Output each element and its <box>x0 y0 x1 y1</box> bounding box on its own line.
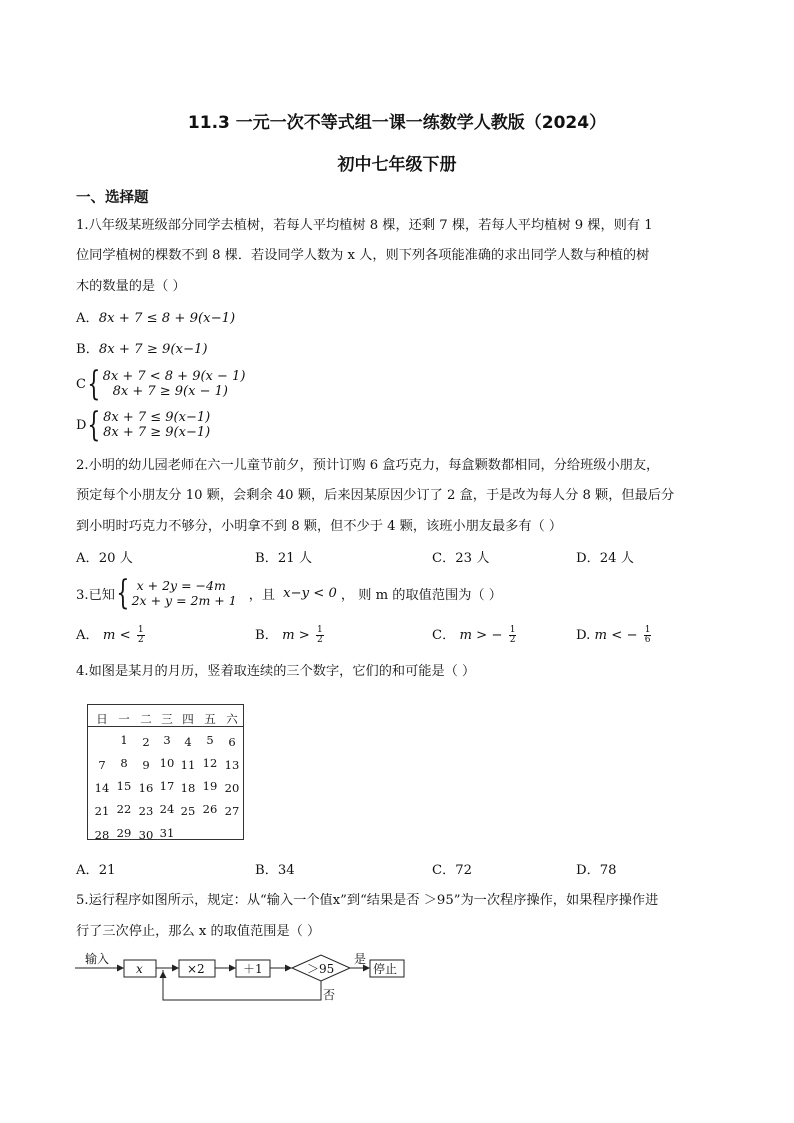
q1-option-c-system <box>103 369 246 399</box>
brace-icon: { <box>116 573 130 613</box>
calendar-day: 13 <box>224 758 240 772</box>
q1-option-a-label: A． <box>76 311 99 326</box>
q2-text-line3: 到小明时巧克力不够分，小明拿不到 8 颗，但不少于 4 颗，该班小朋友最多有（ ） <box>76 519 563 534</box>
brace-icon: { <box>87 364 101 404</box>
q3-option-a <box>76 626 145 646</box>
fraction-numerator: 1 <box>317 625 323 635</box>
calendar-day: 8 <box>120 756 128 770</box>
calendar-day: 30 <box>138 828 154 842</box>
calendar-day: 26 <box>202 802 218 816</box>
calendar-day: 7 <box>98 758 106 772</box>
q1-text-line2: 位同学植树的棵数不到 8 棵．若设同学人数为 x 人，则下列各项能准确的求出同学人数与种植的树 <box>76 248 650 263</box>
q1-option-c-row2: 8x + 7 ≥ 9(x − 1) <box>112 384 228 399</box>
fraction-denominator: 2 <box>509 635 516 645</box>
q3-system-row1: x + 2y = −4m <box>136 578 226 593</box>
calendar-weekday: 二 <box>140 712 152 726</box>
calendar-day: 24 <box>159 802 175 816</box>
flow-cond-label: ＞95 <box>307 962 335 976</box>
q3-prefix: 3.已知 <box>76 587 115 603</box>
q1-option-c <box>76 364 246 404</box>
fraction <box>137 626 145 645</box>
fraction-numerator: 1 <box>509 625 516 635</box>
calendar-day: 11 <box>180 758 196 772</box>
q3-stem <box>76 573 502 613</box>
q3-option-c <box>432 626 516 646</box>
q1-option-d-row1: 8x + 7 ≤ 9(x−1) <box>103 410 211 425</box>
calendar-day: 20 <box>224 781 240 795</box>
fraction <box>644 626 652 645</box>
fraction-numerator: 1 <box>644 625 651 635</box>
q3-option-b <box>255 626 324 646</box>
calendar-day: 29 <box>116 826 132 840</box>
calendar-day: 18 <box>180 781 196 795</box>
calendar-day: 31 <box>159 826 175 840</box>
q1-option-b-label: B． <box>76 342 99 357</box>
flow-plus1-label: ＋1 <box>243 962 263 976</box>
fraction-denominator: 2 <box>137 635 144 645</box>
q1-option-d-label: D <box>76 417 87 433</box>
calendar-weekday: 一 <box>118 712 130 726</box>
calendar-day: 15 <box>116 779 132 793</box>
flow-times2-label: ×2 <box>187 962 205 976</box>
q1-option-c-label: C <box>76 376 86 392</box>
q3-option-d-math: m < − <box>594 628 638 643</box>
flow-no-label: 否 <box>323 988 336 1002</box>
q3-condition: x−y < 0 <box>283 585 337 601</box>
calendar-day: 9 <box>142 758 150 772</box>
q2-text-line2: 预定每个小朋友分 10 颗，会剩余 40 颗，后来因某原因少订了 2 盒，于是改为每人分 8 颗，但最后分 <box>76 488 675 503</box>
q1-option-b <box>76 340 208 360</box>
fraction-numerator: 1 <box>137 625 144 635</box>
q3-option-b-math: m > <box>282 628 310 643</box>
calendar-day: 23 <box>138 804 154 818</box>
q2-option-c: C．23 人 <box>432 551 490 566</box>
calendar-day: 25 <box>180 804 196 818</box>
fraction <box>509 626 517 645</box>
calendar-weekday: 四 <box>182 712 194 726</box>
fraction <box>316 626 324 645</box>
q1-option-d-row2: 8x + 7 ≥ 9(x−1) <box>103 425 211 440</box>
q1-option-a <box>76 309 235 329</box>
q2-option-a: A．20 人 <box>76 551 133 566</box>
q2-text-line1: 2.小明的幼儿园老师在六一儿童节前夕，预计订购 6 盒巧克力，每盒颗数都相同，分给班级小朋友， <box>76 458 660 473</box>
q3-option-c-label: C． <box>432 628 456 643</box>
q1-option-c-row1: 8x + 7 < 8 + 9(x − 1) <box>102 369 246 384</box>
calendar-day: 12 <box>202 756 218 770</box>
calendar-day: 5 <box>206 733 214 747</box>
q4-option-a: A．21 <box>76 863 116 878</box>
calendar-day: 22 <box>116 802 132 816</box>
q2-option-d: D．24 人 <box>576 551 634 566</box>
calendar-day: 19 <box>202 779 218 793</box>
calendar-day: 6 <box>228 735 236 749</box>
calendar-day: 2 <box>142 735 150 749</box>
flow-stop-label: 停止 <box>373 962 398 976</box>
calendar-day: 16 <box>138 781 154 795</box>
calendar-weekday: 三 <box>161 712 173 726</box>
q3-mid: ，且 <box>248 587 276 603</box>
flow-yes-label: 是 <box>354 952 367 966</box>
calendar-day: 1 <box>120 733 128 747</box>
q3-option-a-label: A． <box>76 628 99 643</box>
q5-text-line2: 行了三次停止，那么 x 的取值范围是（ ） <box>76 924 321 939</box>
calendar-day: 14 <box>94 781 110 795</box>
q1-option-a-math: 8x + 7 ≤ 8 + 9(x−1) <box>98 311 236 326</box>
fraction-denominator: 2 <box>317 635 323 645</box>
calendar-day: 4 <box>184 735 192 749</box>
calendar-day: 27 <box>224 804 240 818</box>
q4-option-d: D．78 <box>576 863 617 878</box>
calendar-weekday: 五 <box>204 712 216 726</box>
q4-option-b: B．34 <box>255 863 295 878</box>
q4-option-c: C．72 <box>432 863 473 878</box>
calendar-day: 10 <box>159 756 175 770</box>
calendar-weekday: 日 <box>96 712 108 726</box>
q3-system <box>132 578 237 608</box>
q1-option-b-math: 8x + 7 ≥ 9(x−1) <box>98 342 208 357</box>
calendar-day: 17 <box>159 779 175 793</box>
calendar-figure <box>87 704 244 840</box>
flow-input-label: 输入 <box>85 952 110 966</box>
brace-icon: { <box>87 405 101 445</box>
document-subtitle: 初中七年级下册 <box>337 155 457 175</box>
q1-option-d <box>76 405 211 445</box>
q3-system-row2: 2x + y = 2m + 1 <box>131 593 237 608</box>
q1-option-d-system <box>103 410 210 440</box>
q3-option-b-label: B． <box>255 628 278 643</box>
q4-text-line1: 4.如图是某月的月历，竖着取连续的三个数字，它们的和可能是（ ） <box>76 664 476 679</box>
q3-suffix: ， 则 m 的取值范围为（ ） <box>340 587 502 603</box>
q1-text-line1: 1.八年级某班级部分同学去植树，若每人平均植树 8 棵，还剩 7 棵，若每人平均植树 9 棵，则有 1 <box>76 218 653 233</box>
document-title: 11.3 一元一次不等式组一课一练数学人教版（2024） <box>187 113 607 133</box>
q3-option-d <box>576 626 651 646</box>
calendar-day: 28 <box>94 828 110 842</box>
calendar-weekday: 六 <box>226 712 238 726</box>
q2-option-b: B．21 人 <box>255 551 313 566</box>
flow-x-label: x <box>136 962 143 976</box>
q3-option-d-label: D. <box>576 628 591 643</box>
calendar-day: 21 <box>94 804 110 818</box>
q3-option-a-math: m < <box>102 628 131 643</box>
q1-text-line3: 木的数量的是（ ） <box>76 279 186 294</box>
fraction-denominator: 6 <box>644 635 651 645</box>
calendar-day: 3 <box>163 733 171 747</box>
section-heading: 一、选择题 <box>76 190 149 206</box>
program-flowchart <box>75 950 415 1006</box>
q5-text-line1: 5.运行程序如图所示，规定：从“输入一个值x”到“结果是否 ＞95”为一次程序操作，如果程序操作进 <box>76 893 659 908</box>
q3-option-c-math: m > − <box>459 628 503 643</box>
